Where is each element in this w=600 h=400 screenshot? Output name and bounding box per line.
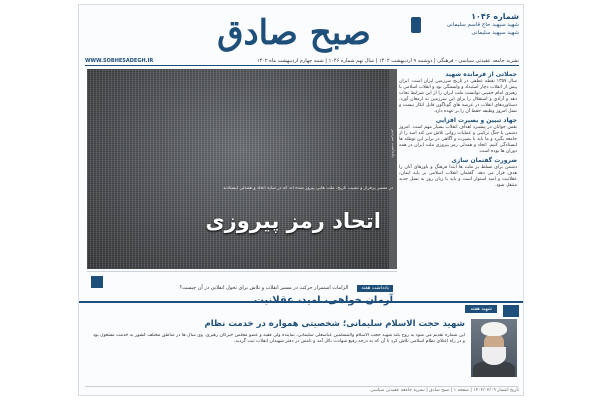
masthead-title: صبح صادق — [217, 13, 371, 53]
martyr-headline: شهید حجت الاسلام سلیمانی؛ شخصیتی همواره در خدمت نظام — [204, 319, 465, 329]
hero-caption: در مسیر پرفراز و نشیب تاریخ، ملت هایی پیروز شده اند که در سایه اتحاد و همدلی ایستادند — [223, 186, 393, 191]
website-link[interactable]: WWW.SOBHESADEGH.IR — [85, 57, 157, 65]
section-heading: جهاد تبیین و بصیرت افزایی — [435, 117, 517, 124]
weekly-note-question: الزامات استمرار حرکت در مسیر انقلاب و تلاش برای تحول انقلابی در آن چیست؟ — [179, 285, 349, 291]
section-heading: جملاتی از فرمانده شهید — [445, 71, 517, 78]
hero-headline: اتحاد رمز پیروزی — [205, 209, 381, 233]
masthead — [79, 5, 524, 65]
weekly-note-headline: آرمان خواهی، امید، عقلانیت — [253, 295, 393, 306]
martyr-body-text: این شماره تقدیم می شود به روح بلند شهید حجت الاسلام والمسلمین عباسعلی سلیمانی، نماینده ولی فقیه و عضو مجلس خبرگان رهبری. وی سال ها در مناطق مختلف کشور به خدمت مشغول بود و در راه اعتلای نظام اسلامی تلاش کرد تا آن که به درجه رفیع شهادت نائل آمد و نامش در دفتر شهیدان انقلاب ثبت گردید. — [93, 333, 465, 344]
note-icon — [91, 276, 103, 288]
section-text: دشمن برای تسلط بر ملت ها ابتدا فرهنگ و باورهای آنان را هدف قرار می دهد. گفتمان انقلاب اسلامی بر پایه ایمان، عقلانیت و امید استوار است و باید با زبان روز به نسل جدید منتقل شود. — [399, 165, 517, 188]
newspaper-emblem-icon — [411, 17, 421, 33]
section-text: سال ۱۳۵۷ نقطه عطفی در تاریخ سرزمین ایران است. ایران پیش از انقلاب دچار استبداد و وابستگی بود و انقلاب اسلامی با رهبری امام خمینی توانست ملت ایران را از این شرایط نجات دهد و آزادی و استقلال را برای این سرزمین به ارمغان آورد. دستاوردهای انقلاب در عرصه های گوناگون قابل انکار نیست و نسل امروز وظیفه حفظ آن را بر عهده دارد. — [399, 79, 517, 114]
issue-dedication-sub: شهید سپهبد سلیمانی — [471, 30, 519, 36]
section-heading: ضرورت گفتمان سازی — [451, 157, 517, 164]
right-column-article — [399, 69, 517, 299]
martyr-section-icon — [503, 305, 519, 317]
issue-number: شماره ۱۰۴۶ — [471, 12, 519, 21]
section-text: نقش جوانان در پیشبرد اهداف انقلاب بسیار مهم است. امروز دشمن با جنگ ترکیبی و عملیات روانی تلاش می کند امید را از جامعه بگیرد و ما باید با بصیرت و آگاهی در برابر این توطئه ها ایستادگی کنیم. اتحاد و همدلی رمز پیروزی ملت ایران در همه دوران ها بوده است. — [399, 125, 517, 154]
newspaper-page — [78, 4, 524, 396]
weekly-note-tag: یادداشت هفته — [357, 285, 393, 292]
martyr-portrait — [471, 319, 517, 377]
page-footer: تاریخ انتشار ۱۴۰۲/۰۲/۰۹ | صفحه ۱ | صبح صادق | نشریه جامعه عقیدتی سیاسی — [85, 386, 519, 395]
hero-side-strip — [389, 69, 397, 269]
weekly-note — [87, 271, 397, 306]
issue-info — [423, 13, 519, 53]
hero-strip-label: یادداشت سردبیر — [391, 129, 396, 158]
martyr-section-tag: شهید هفته — [465, 305, 497, 313]
issue-dedication: شهید سپهبد حاج قاسم سلیمانی — [446, 22, 519, 28]
masthead-subline: نشریه جامعه عقیدتی سیاسی - فرهنگی | دوشنبه ۹ اردیبهشت ۱۴۰۲ | سال نهم شماره ۱۰۴۶ | شنبه چهارم اردیبهشت ماه ۱۴۰۲ — [85, 57, 519, 66]
martyr-section — [79, 301, 524, 385]
hero-image — [87, 69, 397, 269]
